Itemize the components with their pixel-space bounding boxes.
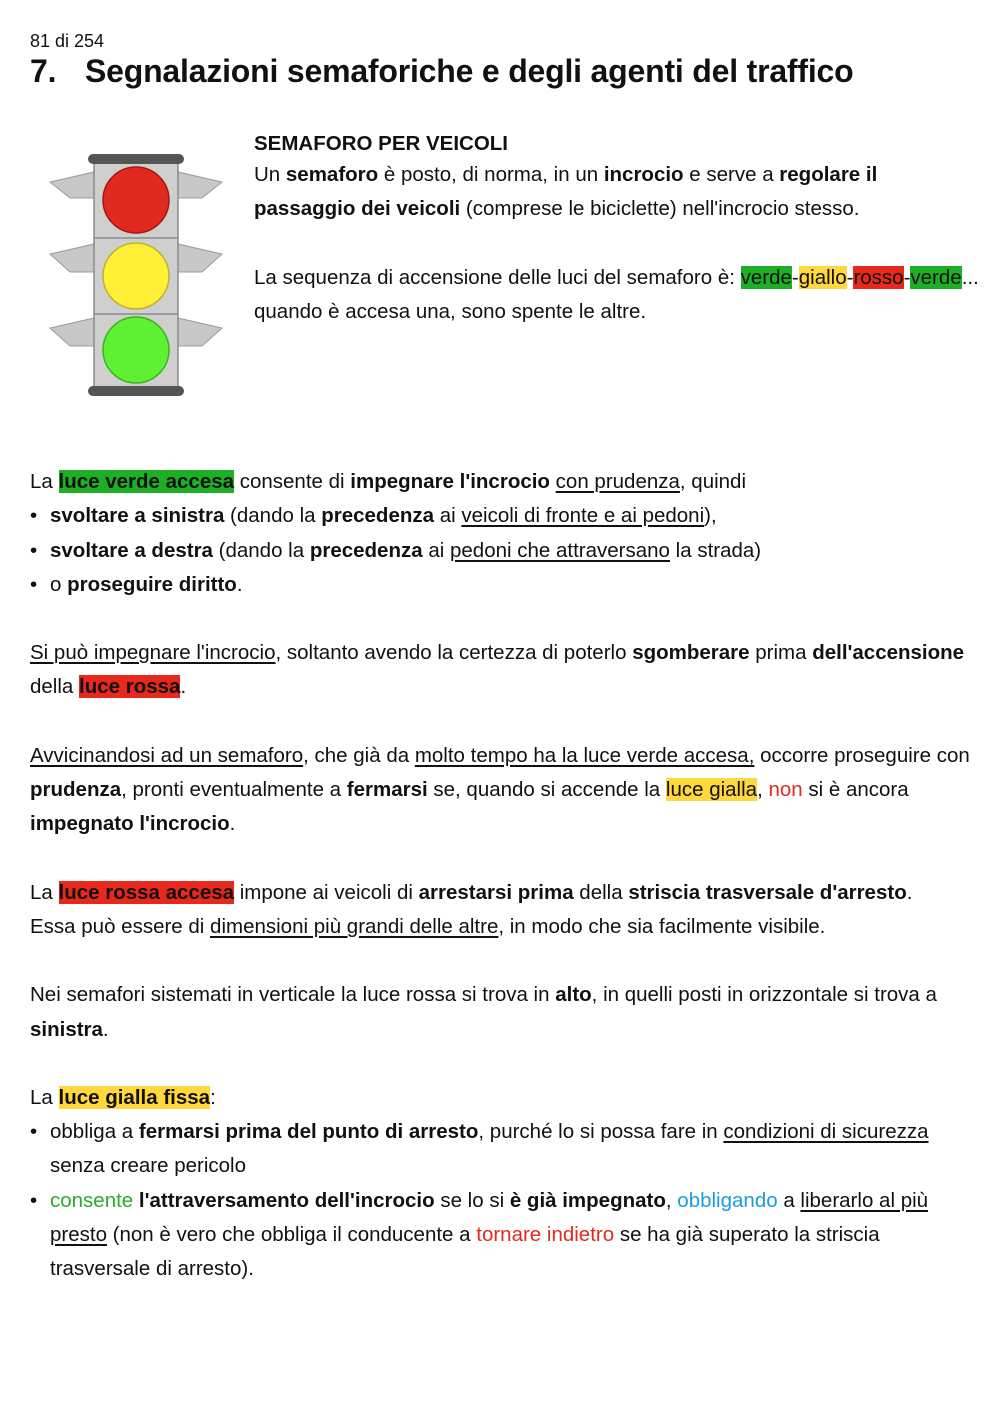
green-light	[103, 317, 169, 383]
intro-paragraph: Un semaforo è posto, di norma, in un incrocio e serve a regolare il passaggio dei veicoli (comprese le biciclette) nell'incrocio stesso.	[254, 163, 878, 221]
list-item: • svoltare a sinistra (dando la precedenza ai veicoli di fronte e ai pedoni),	[30, 499, 980, 533]
yellow-light-paragraph: La luce gialla fissa:	[30, 1085, 216, 1109]
list-item: • obbliga a fermarsi prima del punto di arresto, purché lo si possa fare in condizioni di sicurezza senza creare pericolo	[30, 1115, 980, 1184]
red-light-paragraph: La luce rossa accesa impone ai veicoli di arrestarsi prima della striscia trasversale d'arresto.	[30, 880, 913, 904]
list-item: • consente l'attraversamento dell'incrocio se lo si è già impegnato, obbligando a liberarlo al più presto (non è vero che obbliga il conducente a tornare indietro se ha già superato la striscia trasversale di arresto).	[30, 1184, 980, 1287]
position-paragraph: Nei semafori sistemati in verticale la luce rossa si trova in alto, in quelli posti in orizzontale si trova a sinistra.	[30, 983, 937, 1041]
section-heading: SEMAFORO PER VEICOLI	[254, 132, 508, 155]
intro-block	[254, 130, 984, 329]
approach-paragraph: Avvicinandosi ad un semaforo, che già da molto tempo ha la luce verde accesa, occorre proseguire con prudenza, pronti eventualmente a fermarsi se, quando si accende la luce gialla, non si è ancora impegnato l'incrocio.	[30, 743, 970, 836]
chapter-number: 7.	[30, 53, 57, 89]
highlight-rosso: rosso	[853, 265, 904, 289]
page-title	[30, 53, 853, 90]
green-light-paragraph: La luce verde accesa consente di impegnare l'incrocio con prudenza, quindi	[30, 470, 747, 493]
yellow-light	[103, 243, 169, 309]
traffic-light-illustration	[48, 146, 224, 402]
sequence-paragraph: La sequenza di accensione delle luci del semaforo è: verde-giallo-rosso-verde... quando è accesa una, sono spente le altre.	[254, 265, 979, 323]
highlight-verde: verde	[740, 265, 792, 289]
list-item: • svoltare a destra (dando la precedenza ai pedoni che attraversano la strada)	[30, 534, 980, 568]
highlight-giallo: giallo	[798, 265, 847, 289]
clear-paragraph: Si può impegnare l'incrocio, soltanto avendo la certezza di poterlo sgomberare prima dell'accensione della luce rossa.	[30, 641, 965, 699]
chapter-title: Segnalazioni semaforiche e degli agenti del traffico	[85, 53, 854, 89]
list-item: • o proseguire diritto.	[30, 568, 980, 602]
page-number: 81 di 254	[30, 31, 105, 51]
red-light-size-line: Essa può essere di dimensioni più grandi delle altre, in modo che sia facilmente visibile.	[30, 914, 826, 938]
red-light	[103, 167, 169, 233]
highlight-verde-2: verde	[910, 265, 962, 289]
main-content	[30, 465, 980, 1287]
